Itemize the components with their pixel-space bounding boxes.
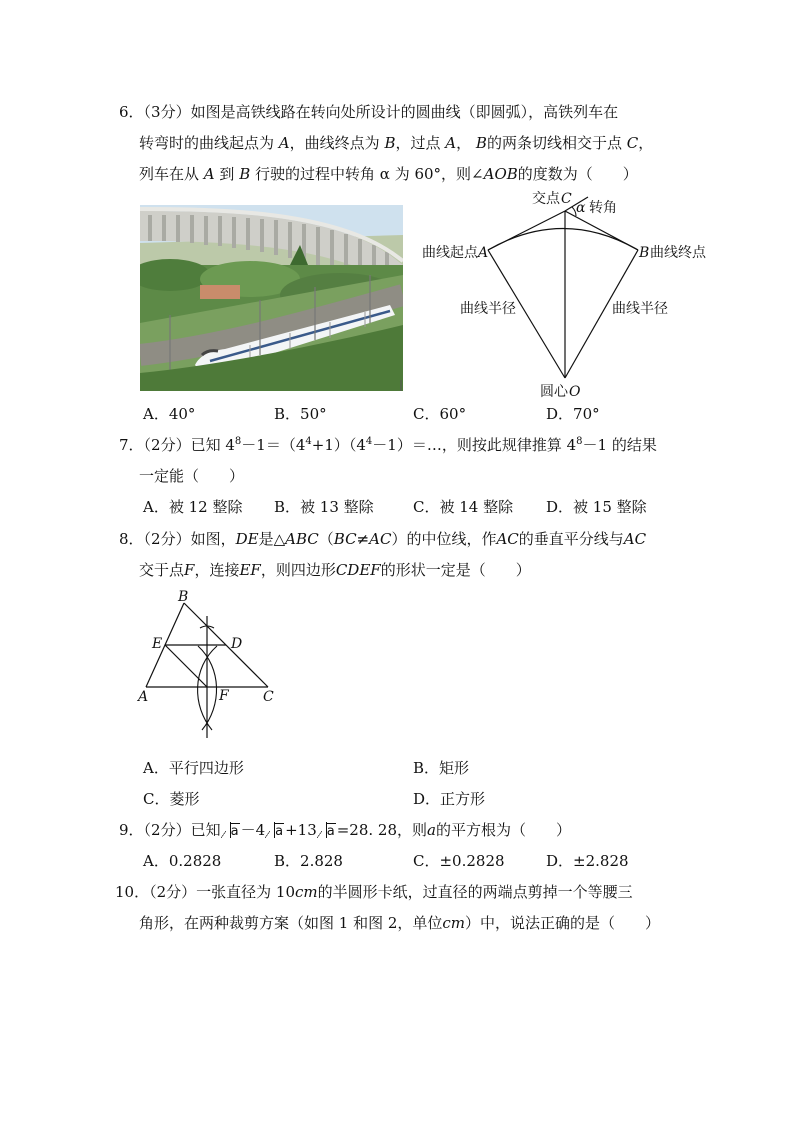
label-b: B — [178, 589, 189, 605]
sqrt-a-1: a — [221, 820, 240, 842]
q6-curve-figure — [410, 185, 720, 405]
q7-option-b[interactable]: B．被 13 整除 — [274, 498, 374, 516]
label-o: O — [569, 384, 581, 400]
label-e: E — [152, 636, 163, 652]
label-c: C — [263, 689, 274, 705]
label-b: B — [639, 245, 650, 261]
arc-ab — [488, 229, 638, 251]
q8-option-a[interactable]: A．平行四边形 — [143, 759, 244, 777]
q7-line1: 7．（2分）已知 $4^8-1=(4^4+1)(4^4-1)=\dots$，则按此规律推算 $4^8-1$ 的结果 — [119, 436, 657, 454]
q7-option-d[interactable]: D．被 15 整除 — [546, 498, 647, 516]
q9-option-d[interactable]: D．±2.828 — [546, 852, 629, 870]
label-a: A — [478, 245, 489, 261]
q8-line2: 交于点F，连接EF，则四边形CDEF的形状一定是（ ） — [139, 561, 531, 579]
label-radius-left: 曲线半径 — [460, 301, 516, 317]
sqrt-a-3: a — [317, 820, 336, 842]
label-alpha: α — [576, 200, 586, 216]
q6-option-a[interactable]: A．40° — [143, 405, 196, 423]
q6-option-b[interactable]: B．50° — [274, 405, 327, 423]
label-a: A — [138, 689, 149, 705]
q7-option-a[interactable]: A．被 12 整除 — [143, 498, 243, 516]
label-intersect: 交点 — [532, 191, 560, 207]
q8-option-b[interactable]: B．矩形 — [413, 759, 470, 777]
q8-option-c[interactable]: C．菱形 — [143, 790, 200, 808]
label-f: F — [219, 688, 229, 704]
q9-option-b[interactable]: B．2.828 — [274, 852, 343, 870]
q10-line2: 角形，在两种裁剪方案（如图 1 和图 2，单位cm）中，说法正确的是（ ） — [139, 914, 661, 932]
train-photo-illustration — [140, 205, 403, 391]
label-end: 曲线终点 — [650, 245, 706, 261]
sqrt-a-2: a — [265, 820, 284, 842]
q6-line1: 6．（3分）如图是高铁线路在转向处所设计的圆曲线（即圆弧），高铁列车在 — [119, 103, 619, 121]
q6-curve-diagram — [410, 185, 720, 405]
q6-line3: 列车在从 A 到 B 行驶的过程中转角 α 为 60°，则∠AOB的度数为（ ） — [139, 165, 638, 183]
q8-triangle-diagram — [132, 588, 282, 748]
q9-option-c[interactable]: C．±0.2828 — [413, 852, 505, 870]
label-c: C — [561, 191, 572, 207]
q8-option-d[interactable]: D．正方形 — [413, 790, 486, 808]
q8-triangle-figure — [132, 588, 282, 748]
q9-option-a[interactable]: A．0.2828 — [143, 852, 222, 870]
segment-ef — [165, 645, 207, 687]
label-radius-right: 曲线半径 — [612, 301, 668, 317]
label-start: 曲线起点 — [422, 245, 478, 261]
q8-line1: 8．（2分）如图，DE是△ABC（BC≠AC）的中位线，作AC的垂直平分线与AC — [119, 530, 647, 548]
q7-line2: 一定能（ ） — [139, 467, 245, 485]
q6-line2: 转弯时的曲线起点为 A，曲线终点为 B，过点 A， B的两条切线相交于点 C， — [139, 134, 654, 152]
label-d: D — [231, 636, 243, 652]
label-turn: 转角 — [589, 200, 617, 216]
q6-option-c[interactable]: C．60° — [413, 405, 467, 423]
q7-option-c[interactable]: C．被 14 整除 — [413, 498, 514, 516]
q9-line1: 9．（2分）已知 a －4 a +13 a =28. 28，则a的平方根为（ ） — [119, 820, 571, 842]
label-center: 圆心 — [540, 384, 568, 400]
train-photo — [140, 205, 403, 391]
q6-option-d[interactable]: D．70° — [546, 405, 600, 423]
q10-line1: 10．（2分）一张直径为 10cm的半圆形卡纸，过直径的两端点剪掉一个等腰三 — [115, 883, 633, 901]
